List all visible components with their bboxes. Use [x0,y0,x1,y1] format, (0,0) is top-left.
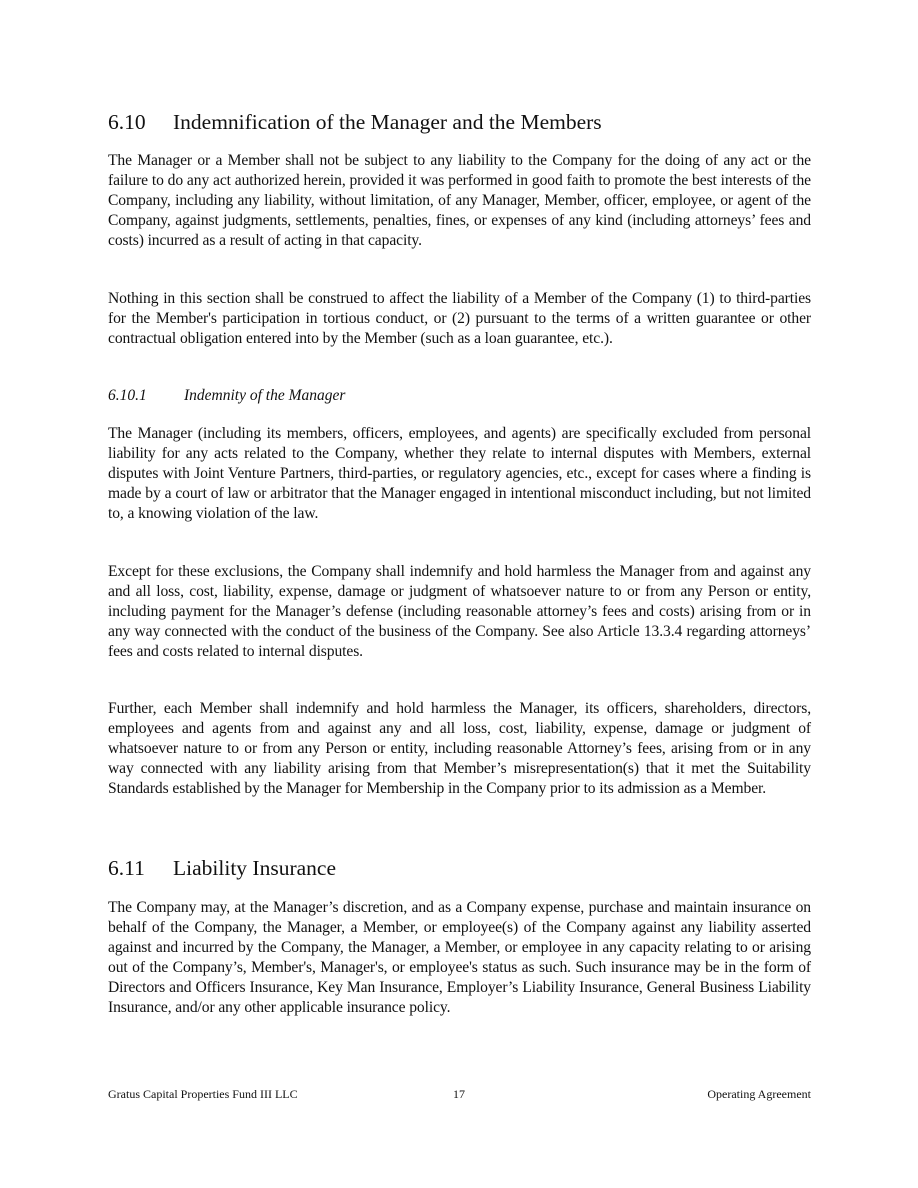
subsection-number: 6.10.1 [108,387,147,404]
section-6-11-heading [108,856,336,880]
footer-document-title: Operating Agreement [707,1087,811,1101]
page-footer [108,1087,811,1103]
paragraph: Except for these exclusions, the Company shall indemnify and hold harmless the Manager from and against any and all loss, cost, liability, expense, damage or judgment of whatsoever nature to or from any Person or entity, including payment for the Manager’s defense (including reasonable attorney’s fees and costs) arising from or in any way connected with the conduct of the business of the Company. See also Article 13.3.4 regarding attorneys’ fees and costs related to internal disputes. [108,563,811,660]
section-title: Indemnification of the Manager and the Members [173,110,602,134]
paragraph: The Company may, at the Manager’s discretion, and as a Company expense, purchase and maintain insurance on behalf of the Company, the Manager, a Member, or employee(s) of the Company against any liability asserted against and incurred by the Company, the Manager, a Member, or employee in any capacity relating to or arising out of the Company’s, Member's, Manager's, or employee's status as such. Such insurance may be in the form of Directors and Officers Insurance, Key Man Insurance, Employer’s Liability Insurance, General Business Liability Insurance, and/or any other applicable insurance policy. [108,899,811,1016]
section-number: 6.10 [108,110,146,134]
subsection-title: Indemnity of the Manager [184,387,346,404]
subsection-6-10-1-heading [108,386,345,406]
footer-company-name: Gratus Capital Properties Fund III LLC [108,1087,298,1101]
paragraph: The Manager (including its members, officers, employees, and agents) are specifically excluded from personal liability for any acts related to the Company, whether they relate to internal disputes with Members, external disputes with Joint Venture Partners, third-parties, or regulatory agencies, etc., except for cases where a finding is made by a court of law or arbitrator that the Manager engaged in intentional misconduct including, but not limited to, a knowing violation of the law. [108,425,811,522]
paragraph: The Manager or a Member shall not be subject to any liability to the Company for the doing of any act or the failure to do any act authorized herein, provided it was performed in good faith to promote the best interests of the Company, including any liability, without limitation, of any Manager, Member, officer, employee, or agent of the Company, against judgments, settlements, penalties, fines, or expenses of any kind (including attorneys’ fees and costs) incurred as a result of acting in that capacity. [108,152,811,249]
paragraph: Nothing in this section shall be construed to affect the liability of a Member of the Company (1) to third-parties for the Member's participation in tortious conduct, or (2) pursuant to the terms of a written guarantee or other contractual obligation entered into by the Member (such as a loan guarantee, etc.). [108,290,811,347]
section-number: 6.11 [108,856,145,880]
section-6-10-heading [108,110,602,134]
footer-page-number: 17 [453,1087,465,1101]
paragraph: Further, each Member shall indemnify and hold harmless the Manager, its officers, shareholders, directors, employees and agents from and against any and all loss, cost, liability, expense, damage or judgment of whatsoever nature to or from any Person or entity, including reasonable Attorney’s fees, arising from or in any way connected with any liability arising from that Member’s misrepresentation(s) that it met the Suitability Standards established by the Manager for Membership in the Company prior to its admission as a Member. [108,700,811,797]
section-title: Liability Insurance [173,856,336,880]
